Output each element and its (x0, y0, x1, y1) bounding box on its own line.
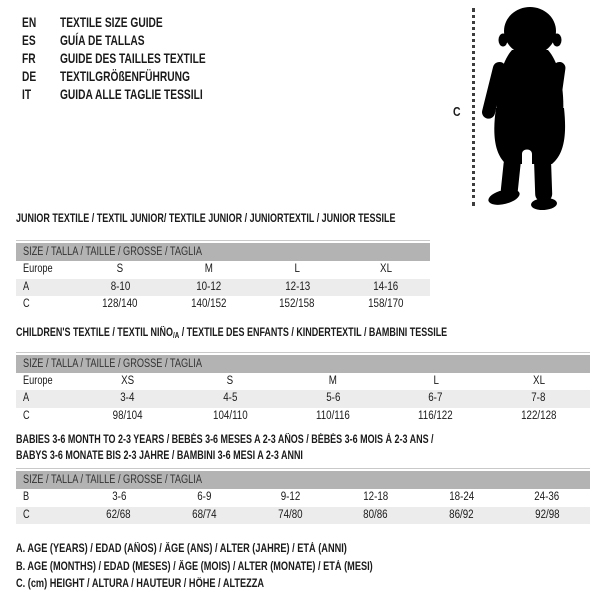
children-size-table (16, 352, 590, 426)
note-height: C. (cm) HEIGHT / ALTURA / HAUTEUR / HÖHE / ALTEZZA (16, 578, 265, 590)
height-measure-line (472, 8, 475, 206)
section-title-babies: BABIES 3-6 MONTH TO 2-3 YEARS / BEBÉS 3-6 MESES A 2-3 AÑOS / BÉBÉS 3-6 MOIS À 2-3 ANS / BABYS 3-6 MONATE BIS 2-3 JAHRE / BAMBINI 3-6 MESI A 2-3 ANNI (16, 434, 434, 462)
lang-row-it (22, 85, 270, 103)
table-row: B 3-6 6-9 9-12 12-18 18-24 24-36 (16, 489, 590, 507)
row-label: B (23, 491, 30, 503)
row-label: A (23, 280, 30, 293)
lang-label: TEXTILGRÖßENFÜHRUNG (59, 68, 190, 84)
language-title-list (22, 13, 270, 103)
lang-label: GUIDA ALLE TAGLIE TESSILI (59, 86, 203, 102)
row-label: Europe (23, 263, 53, 275)
title-subscript: /A (172, 330, 180, 340)
row-label: Europe (23, 374, 53, 387)
lang-label: TEXTILE SIZE GUIDE (59, 14, 163, 30)
lang-code: ES (22, 32, 36, 48)
row-label: C (23, 298, 30, 310)
lang-code: IT (22, 86, 32, 102)
section-title-junior: JUNIOR TEXTILE / TEXTIL JUNIOR/ TEXTILE JUNIOR / JUNIORTEXTIL / JUNIOR TESSILE (16, 213, 396, 225)
size-header-band: SIZE / TALLA / TAILLE / GRÖSSE / TAGLIA (16, 355, 590, 373)
table-row: A 8-10 10-12 12-13 14-16 (16, 279, 430, 297)
row-label: A (23, 392, 30, 404)
note-age-years: A. AGE (YEARS) / EDAD (AÑOS) / ÂGE (ANS) / ALTER (JAHRE) / ETÀ (ANNI) (16, 543, 347, 555)
lang-code: FR (22, 50, 36, 66)
size-header-band: SIZE / TALLA / TAILLE / GRÖSSE / TAGLIA (16, 243, 430, 261)
junior-size-table (16, 240, 430, 314)
lang-code: EN (22, 14, 37, 30)
note-age-months: B. AGE (MONTHS) / EDAD (MESES) / ÂGE (MOIS) / ALTER (MONATE) / ETÀ (MESI) (16, 560, 373, 573)
lang-code: DE (22, 68, 37, 84)
legend-notes (16, 541, 600, 594)
table-row: Europe XS S M L XL (16, 373, 590, 391)
lang-row-fr (22, 49, 270, 67)
section-title-children: CHILDREN'S TEXTILE / TEXTIL $NIÑO_{/A}$ / TEXTILE DES ENFANTS / KINDERTEXTIL / BAMBINI TESSILE (16, 326, 448, 340)
child-silhouette-icon (482, 4, 600, 210)
table-row: A 3-4 4-5 5-6 6-7 7-8 (16, 390, 590, 408)
babies-size-table (16, 468, 590, 524)
size-header-band: SIZE / TALLA / TAILLE / GRÖSSE / TAGLIA (16, 471, 590, 489)
lang-row-en (22, 13, 270, 31)
height-measure-label: C (453, 104, 461, 119)
lang-row-es (22, 31, 270, 49)
table-row: C 98/104 104/110 110/116 116/122 122/128 (16, 408, 590, 426)
table-row: Europe S M L XL (16, 261, 430, 279)
table-row: C 62/68 68/74 74/80 80/86 86/92 92/98 (16, 507, 590, 525)
lang-row-de (22, 67, 270, 85)
row-label: C (23, 409, 30, 422)
lang-label: GUIDE DES TAILLES TEXTILE (59, 50, 206, 66)
lang-label: GUÍA DE TALLAS (59, 32, 145, 48)
child-figure (452, 4, 600, 210)
row-label: C (23, 508, 30, 521)
table-row: C 128/140 140/152 152/158 158/170 (16, 296, 430, 314)
